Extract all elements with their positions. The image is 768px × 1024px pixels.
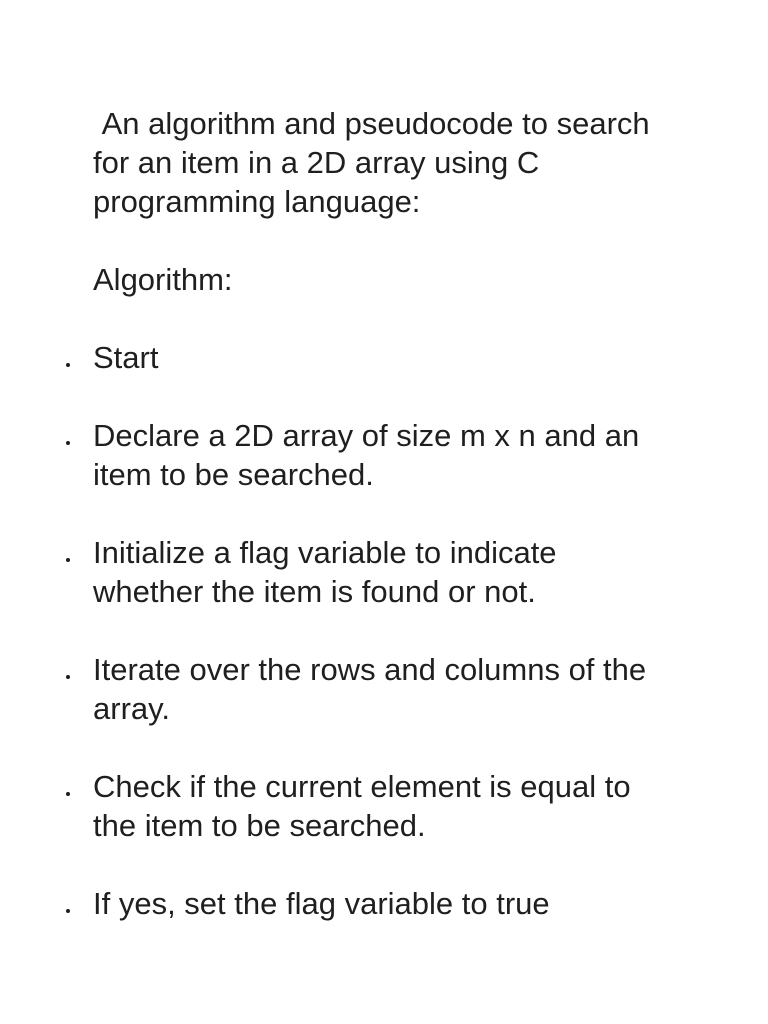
intro-paragraph: An algorithm and pseudocode to search for an item in a 2D array using C programming language: xyxy=(93,106,659,219)
list-item xyxy=(93,533,673,611)
list-item xyxy=(93,416,673,494)
step-text: Start xyxy=(93,340,159,375)
list-item xyxy=(93,767,673,845)
bullet-icon xyxy=(66,416,70,455)
bullet-icon xyxy=(66,650,70,689)
step-text: If yes, set the flag variable to true xyxy=(93,886,550,921)
algorithm-steps-list xyxy=(93,338,673,923)
document-body xyxy=(93,104,673,962)
step-text: Iterate over the rows and columns of the array. xyxy=(93,652,647,726)
list-item xyxy=(93,884,673,923)
bullet-icon xyxy=(66,338,70,377)
bullet-icon xyxy=(66,767,70,806)
list-item xyxy=(93,338,673,377)
step-text: Initialize a flag variable to indicate whether the item is found or not. xyxy=(93,535,557,609)
step-text: Declare a 2D array of size m x n and an item to be searched. xyxy=(93,418,640,492)
algorithm-heading: Algorithm: xyxy=(93,262,233,297)
list-item xyxy=(93,650,673,728)
bullet-icon xyxy=(66,533,70,572)
bullet-icon xyxy=(66,884,70,923)
step-text: Check if the current element is equal to the item to be searched. xyxy=(93,769,631,843)
